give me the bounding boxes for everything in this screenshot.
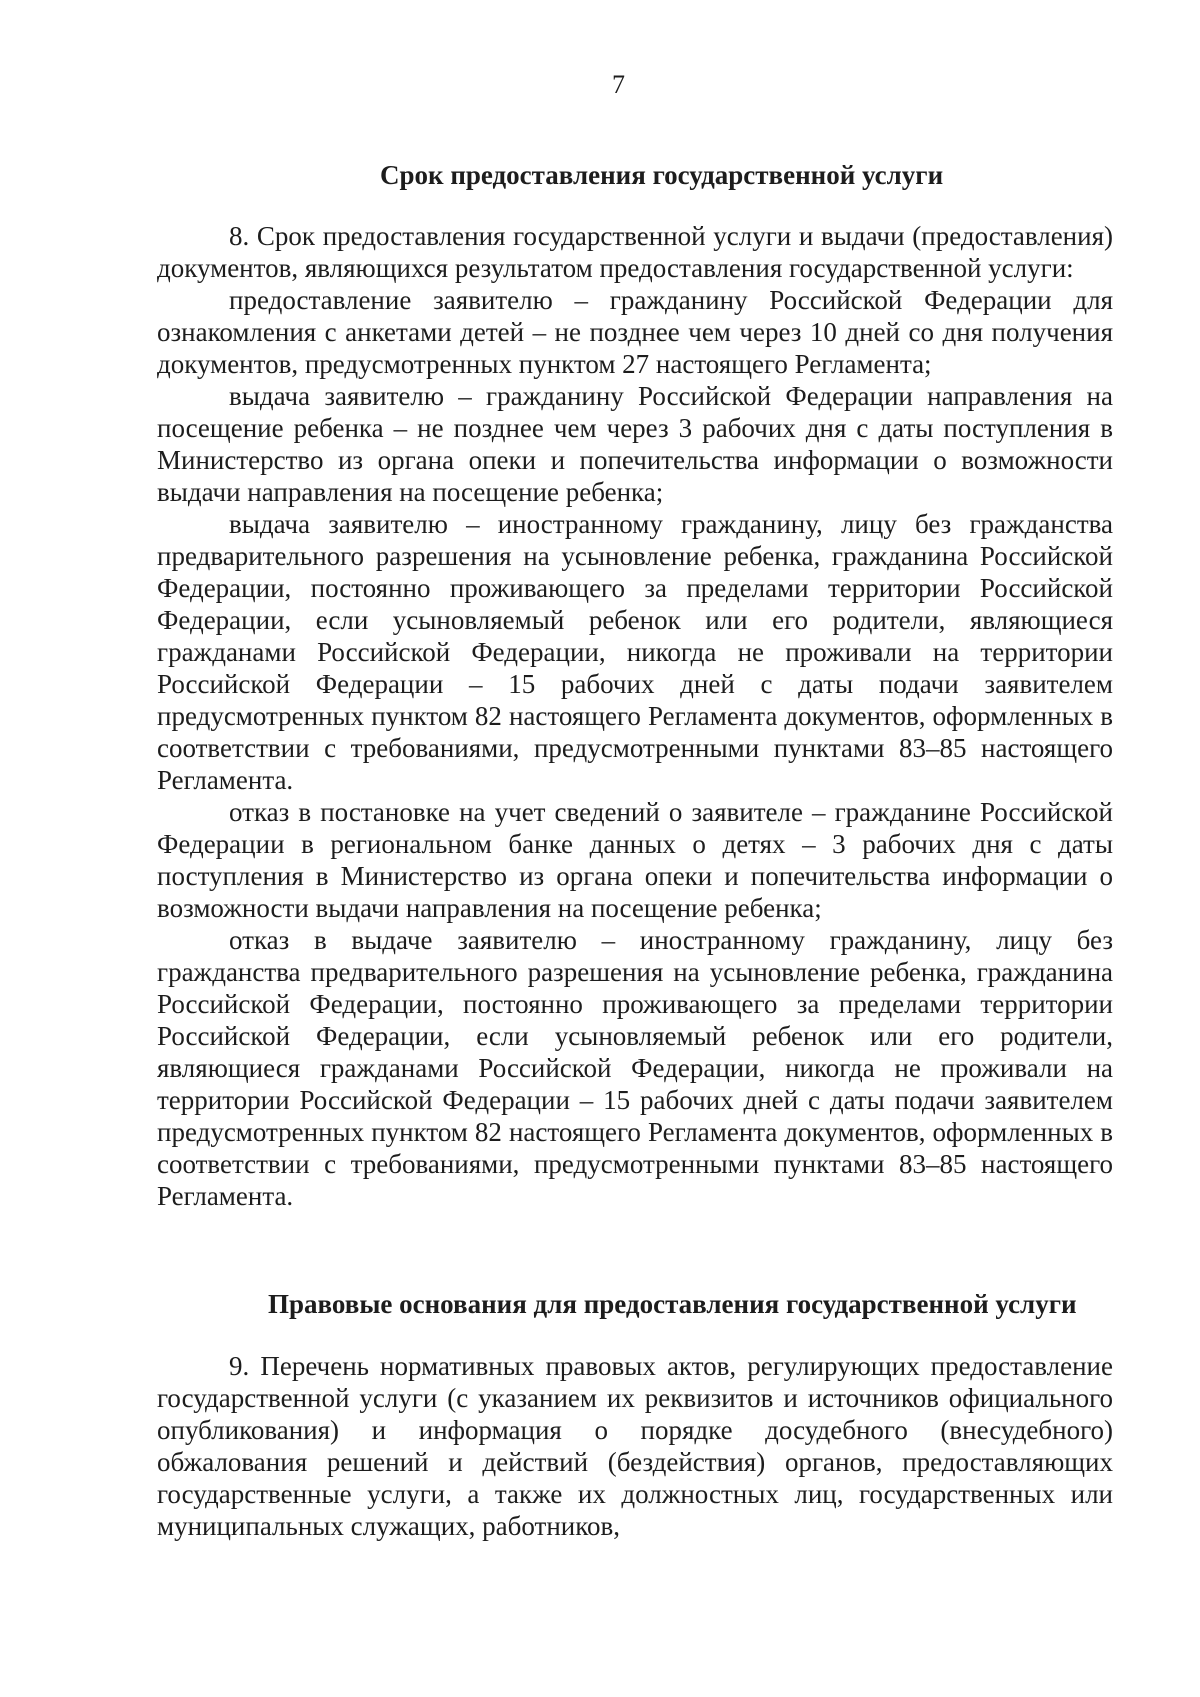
paragraph-9-list: 9. Перечень нормативных правовых актов, регулирующих предоставление государственной услуги (с указанием их реквизитов и источников официального опубликования) и информация о порядке досудебного (внесудебного) обжалования решений и действий (бездействия) органов, предоставляющих государственные услуги, а также их должностных лиц, государственных или муниципальных служащих, работников,: [157, 1351, 1113, 1541]
paragraph-8-intro: 8. Срок предоставления государственной услуги и выдачи (предоставления) документов, являющихся результатом предоставления государственной услуги:: [157, 221, 1113, 283]
paragraph-visit-referral: выдача заявителю – гражданину Российской Федерации направления на посещение ребенка – не позднее чем через 3 рабочих дня с даты поступления в Министерство из органа опеки и попечительства информации о возможности выдачи направления на посещение ребенка;: [157, 381, 1113, 507]
section-heading-legal: Правовые основания для предоставления государственной услуги: [268, 1289, 1077, 1319]
paragraph-familiarization: предоставление заявителю – гражданину Российской Федерации для ознакомления с анкетами детей – не позднее чем через 10 дней со дня получения документов, предусмотренных пунктом 27 настоящего Регламента;: [157, 285, 1113, 379]
paragraph-registration-refusal: отказ в постановке на учет сведений о заявителе – гражданине Российской Федерации в региональном банке данных о детях – 3 рабочих дня с даты поступления в Министерство из органа опеки и попечительства информации о возможности выдачи направления на посещение ребенка;: [157, 797, 1113, 923]
paragraph-permission-refusal: отказ в выдаче заявителю – иностранному гражданину, лицу без гражданства предварительного разрешения на усыновление ребенка, гражданина Российской Федерации, постоянно проживающего за пределами территории Российской Федерации, если усыновляемый ребенок или его родители, являющиеся гражданами Российской Федерации, никогда не проживали на территории Российской Федерации – 15 рабочих дней с даты подачи заявителем предусмотренных пунктом 82 настоящего Регламента документов, оформленных в соответствии с требованиями, предусмотренными пунктами 83–85 настоящего Регламента.: [157, 925, 1113, 1211]
page-number: 7: [612, 70, 625, 99]
section-body-term: [157, 220, 1113, 1212]
section-heading-term: Срок предоставления государственной услуги: [380, 160, 944, 190]
section-body-legal: [157, 1350, 1113, 1542]
paragraph-foreign-permission: выдача заявителю – иностранному гражданину, лицу без гражданства предварительного разрешения на усыновление ребенка, гражданина Российской Федерации, постоянно проживающего за пределами территории Российской Федерации, если усыновляемый ребенок или его родители, являющиеся гражданами Российской Федерации, никогда не проживали на территории Российской Федерации – 15 рабочих дней с даты подачи заявителем предусмотренных пунктом 82 настоящего Регламента документов, оформленных в соответствии с требованиями, предусмотренными пунктами 83–85 настоящего Регламента.: [157, 509, 1113, 795]
